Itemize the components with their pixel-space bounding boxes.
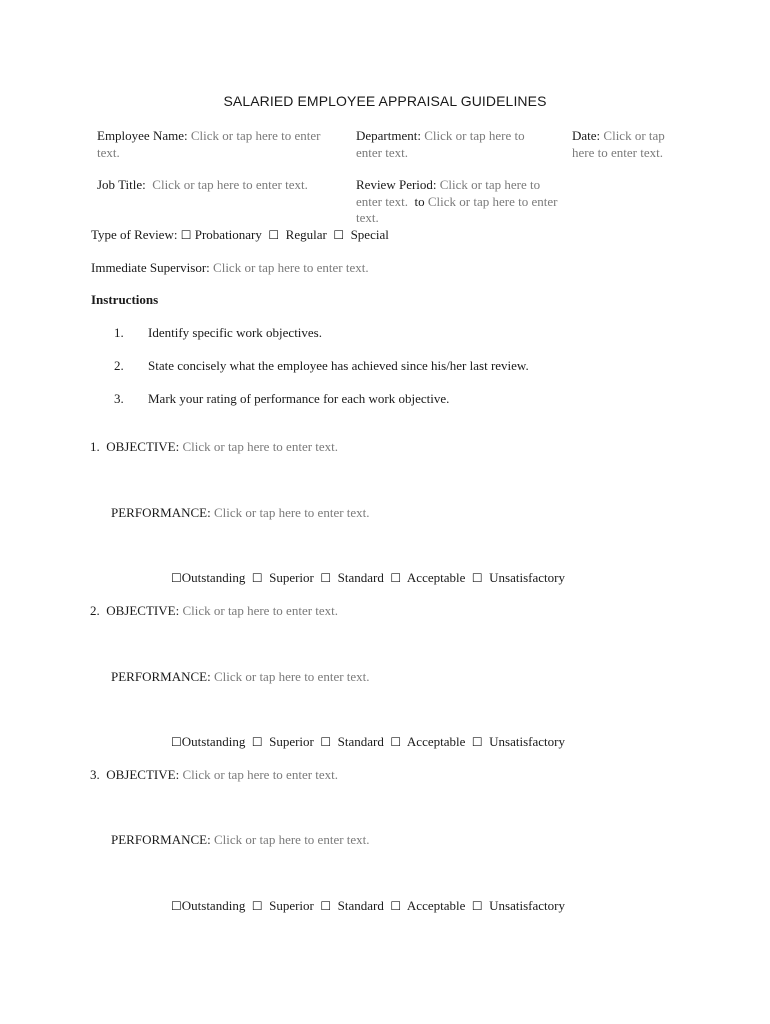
unsatisfactory-checkbox[interactable]: ☐ <box>471 571 483 585</box>
instruction-text: Identify specific work objectives. <box>148 325 322 340</box>
probationary-option-label: Probationary <box>194 227 262 242</box>
rating-label: Standard <box>337 898 384 913</box>
standard-checkbox[interactable]: ☐ <box>320 899 332 913</box>
date-label: Date: <box>572 128 601 143</box>
performance-label: PERFORMANCE: <box>111 832 211 847</box>
rating-label: Superior <box>269 734 314 749</box>
performance-label: PERFORMANCE: <box>111 669 211 684</box>
rating-label: Unsatisfactory <box>489 734 565 749</box>
instruction-number: 3. <box>114 391 124 406</box>
instruction-text: Mark your rating of performance for each work objective. <box>148 391 450 406</box>
rating-label: Superior <box>269 898 314 913</box>
rating-label: Outstanding <box>181 570 246 585</box>
instruction-number: 1. <box>114 325 124 340</box>
outstanding-checkbox[interactable]: ☐ <box>171 735 182 749</box>
review-period-label: Review Period: <box>356 177 437 192</box>
instruction-text: State concisely what the employee has achieved since his/her last review. <box>148 358 529 373</box>
special-checkbox[interactable]: ☐ <box>333 228 345 242</box>
performance-placeholder[interactable]: Click or tap here to enter text. <box>213 669 370 684</box>
employee-name-field[interactable] <box>97 128 342 161</box>
department-placeholder[interactable]: Click or tap here to enter text. <box>356 128 525 160</box>
rating-row-2 <box>171 734 611 750</box>
type-of-review-row <box>91 227 389 243</box>
rating-label: Outstanding <box>181 898 246 913</box>
unsatisfactory-checkbox[interactable]: ☐ <box>471 735 483 749</box>
performance-label: PERFORMANCE: <box>111 505 211 520</box>
objective-placeholder[interactable]: Click or tap here to enter text. <box>182 603 339 618</box>
special-option-label: Special <box>350 227 389 242</box>
outstanding-checkbox[interactable]: ☐ <box>171 899 182 913</box>
performance-placeholder[interactable]: Click or tap here to enter text. <box>213 505 370 520</box>
instruction-item <box>114 391 450 407</box>
regular-checkbox[interactable]: ☐ <box>268 228 280 242</box>
department-field[interactable] <box>356 128 546 161</box>
supervisor-placeholder[interactable]: Click or tap here to enter text. <box>213 260 369 275</box>
review-period-start-placeholder[interactable]: Click or tap here to enter text. <box>356 177 541 209</box>
objective-placeholder[interactable]: Click or tap here to enter text. <box>182 767 339 782</box>
objective-3-field[interactable] <box>90 767 338 783</box>
date-field[interactable] <box>572 128 682 161</box>
objective-label: OBJECTIVE: <box>106 439 180 454</box>
employee-name-placeholder[interactable]: Click or tap here to enter text. <box>97 128 321 160</box>
objective-number: 2. <box>90 603 100 618</box>
type-of-review-label: Type of Review: <box>91 227 178 242</box>
rating-label: Superior <box>269 570 314 585</box>
rating-row-1 <box>171 570 611 586</box>
rating-label: Standard <box>337 570 384 585</box>
acceptable-checkbox[interactable]: ☐ <box>390 899 402 913</box>
review-period-field[interactable] <box>356 177 561 227</box>
supervisor-field[interactable] <box>91 260 369 276</box>
rating-label: Acceptable <box>406 898 466 913</box>
acceptable-checkbox[interactable]: ☐ <box>390 571 402 585</box>
standard-checkbox[interactable]: ☐ <box>320 735 332 749</box>
rating-label: Standard <box>337 734 384 749</box>
objective-2-field[interactable] <box>90 603 338 619</box>
outstanding-checkbox[interactable]: ☐ <box>171 571 182 585</box>
rating-label: Outstanding <box>181 734 246 749</box>
review-period-to: to <box>414 193 425 209</box>
objective-number: 1. <box>90 439 100 454</box>
review-period-end-placeholder[interactable]: Click or tap here to enter text. <box>356 193 558 225</box>
objective-placeholder[interactable]: Click or tap here to enter text. <box>182 439 339 454</box>
acceptable-checkbox[interactable]: ☐ <box>390 735 402 749</box>
objective-label: OBJECTIVE: <box>106 603 180 618</box>
unsatisfactory-checkbox[interactable]: ☐ <box>471 899 483 913</box>
objective-number: 3. <box>90 767 100 782</box>
instruction-number: 2. <box>114 358 124 373</box>
performance-1-field[interactable] <box>111 505 370 521</box>
supervisor-label: Immediate Supervisor: <box>91 260 210 275</box>
rating-row-3 <box>171 898 611 914</box>
rating-label: Unsatisfactory <box>489 898 565 913</box>
performance-3-field[interactable] <box>111 832 370 848</box>
superior-checkbox[interactable]: ☐ <box>251 571 263 585</box>
standard-checkbox[interactable]: ☐ <box>320 571 332 585</box>
performance-2-field[interactable] <box>111 669 370 685</box>
regular-option-label: Regular <box>285 227 327 242</box>
rating-label: Unsatisfactory <box>489 570 565 585</box>
instructions-heading: Instructions <box>91 292 159 307</box>
objective-1-field[interactable] <box>90 439 338 455</box>
objective-label: OBJECTIVE: <box>106 767 180 782</box>
job-title-label: Job Title: <box>97 177 146 192</box>
department-label: Department: <box>356 128 421 143</box>
rating-label: Acceptable <box>406 734 466 749</box>
job-title-placeholder[interactable]: Click or tap here to enter text. <box>152 177 308 192</box>
instruction-item <box>114 358 529 374</box>
rating-label: Acceptable <box>406 570 466 585</box>
performance-placeholder[interactable]: Click or tap here to enter text. <box>213 832 370 847</box>
employee-name-label: Employee Name: <box>97 128 188 143</box>
instruction-item <box>114 325 322 341</box>
job-title-field[interactable] <box>97 177 347 194</box>
superior-checkbox[interactable]: ☐ <box>251 899 263 913</box>
date-placeholder[interactable]: Click or tap here to enter text. <box>572 128 665 160</box>
superior-checkbox[interactable]: ☐ <box>251 735 263 749</box>
document-title: SALARIED EMPLOYEE APPRAISAL GUIDELINES <box>223 93 547 109</box>
probationary-checkbox[interactable]: ☐ <box>180 228 192 242</box>
